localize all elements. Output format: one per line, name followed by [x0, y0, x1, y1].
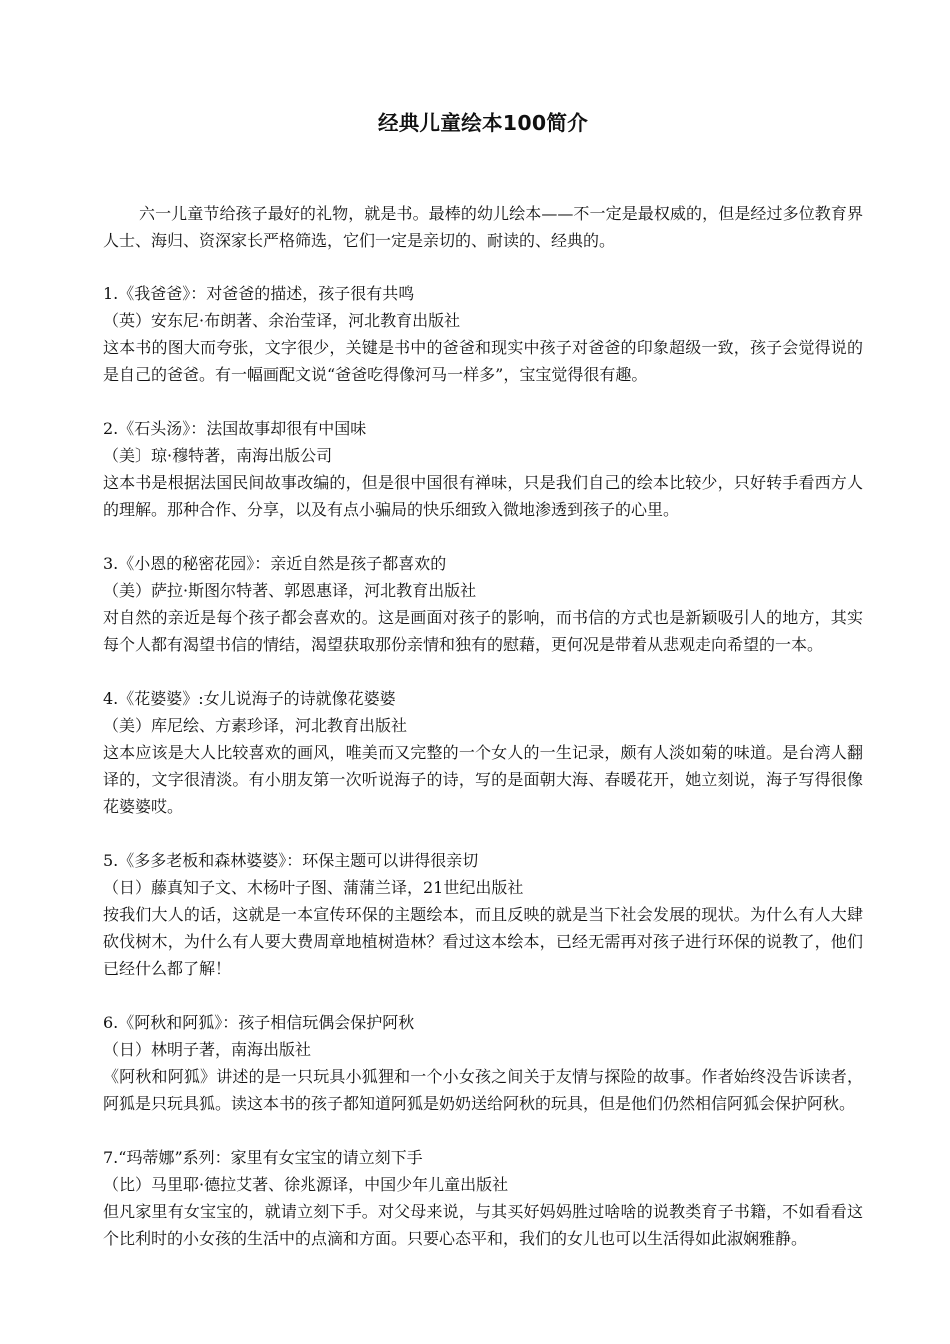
book-entry-6 — [103, 1009, 863, 1117]
entry-heading: 7.“玛蒂娜”系列：家里有女宝宝的请立刻下手 — [103, 1148, 423, 1167]
entry-body: 这本书的图大而夸张，文字很少，关键是书中的爸爸和现实中孩子对爸爸的印象超级一致，孩子会觉得说的是自己的爸爸。有一幅画配文说“爸爸吃得像河马一样多”，宝宝觉得很有趣。 — [103, 338, 863, 384]
entry-body: 对自然的亲近是每个孩子都会喜欢的。这是画面对孩子的影响，而书信的方式也是新颖吸引人的地方，其实每个人都有渴望书信的情结，渴望获取那份亲情和独有的慰藉，更何况是带着从悲观走向希望的一本。 — [103, 608, 863, 654]
document-page — [103, 108, 863, 1279]
book-entry-3 — [103, 550, 863, 658]
entry-heading: 6.《阿秋和阿狐》：孩子相信玩偶会保护阿秋 — [103, 1013, 415, 1032]
entry-heading: 4.《花婆婆》:女儿说海子的诗就像花婆婆 — [103, 689, 396, 708]
entry-credits: （日）藤真知子文、木杨叶子图、蒲蒲兰译，21世纪出版社 — [103, 878, 524, 897]
entry-credits: （美〕琼·穆特著，南海出版公司 — [103, 446, 333, 465]
book-entry-2 — [103, 415, 863, 523]
entry-heading: 5.《多多老板和森林婆婆》：环保主题可以讲得很亲切 — [103, 851, 479, 870]
entry-credits: （日）林明子著，南海出版社 — [103, 1040, 312, 1059]
book-entry-5 — [103, 847, 863, 982]
entry-heading: 3.《小恩的秘密花园》：亲近自然是孩子都喜欢的 — [103, 554, 447, 573]
entry-body: 这本书是根据法国民间故事改编的，但是很中国很有禅味，只是我们自己的绘本比较少，只好转手看西方人的理解。那种合作、分享，以及有点小骗局的快乐细致入微地渗透到孩子的心里。 — [103, 473, 863, 519]
book-entry-4 — [103, 685, 863, 820]
entry-credits: （美）库尼绘、方素珍译，河北教育出版社 — [103, 716, 408, 735]
book-entry-7 — [103, 1144, 863, 1252]
entry-heading: 2.《石头汤》：法国故事却很有中国味 — [103, 419, 367, 438]
entry-body: 按我们大人的话，这就是一本宣传环保的主题绘本，而且反映的就是当下社会发展的现状。为什么有人大肆砍伐树木，为什么有人要大费周章地植树造林？看过这本绘本，已经无需再对孩子进行环保的说教了，他们已经什么都了解！ — [103, 905, 863, 978]
entry-credits: （英）安东尼·布朗著、余治莹译，河北教育出版社 — [103, 311, 461, 330]
entry-body: 《阿秋和阿狐》讲述的是一只玩具小狐狸和一个小女孩之间关于友情与探险的故事。作者始终没告诉读者，阿狐是只玩具狐。读这本书的孩子都知道阿狐是奶奶送给阿秋的玩具，但是他们仍然相信阿狐会保护阿秋。 — [103, 1067, 863, 1113]
entry-credits: （比）马里耶·德拉艾著、徐兆源译，中国少年儿童出版社 — [103, 1175, 509, 1194]
book-entry-1 — [103, 280, 863, 388]
entry-credits: （美）萨拉·斯图尔特著、郭恩惠译，河北教育出版社 — [103, 581, 477, 600]
intro-paragraph: 六一儿童节给孩子最好的礼物，就是书。最棒的幼儿绘本——不一定是最权威的，但是经过多位教育界人士、海归、资深家长严格筛选，它们一定是亲切的、耐读的、经典的。 — [103, 204, 863, 250]
entry-body: 这本应该是大人比较喜欢的画风，唯美而又完整的一个女人的一生记录，颇有人淡如菊的味道。是台湾人翻译的，文字很清淡。有小朋友第一次听说海子的诗，写的是面朝大海、春暖花开，她立刻说，海子写得很像花婆婆哎。 — [103, 743, 863, 816]
entry-body: 但凡家里有女宝宝的，就请立刻下手。对父母来说，与其买好妈妈胜过啥啥的说教类育子书籍，不如看看这个比利时的小女孩的生活中的点滴和方面。只要心态平和，我们的女儿也可以生活得如此淑娴雅静。 — [103, 1202, 863, 1248]
document-title: 经典儿童绘本100简介 — [377, 111, 589, 135]
entry-heading: 1.《我爸爸》：对爸爸的描述，孩子很有共鸣 — [103, 284, 415, 303]
